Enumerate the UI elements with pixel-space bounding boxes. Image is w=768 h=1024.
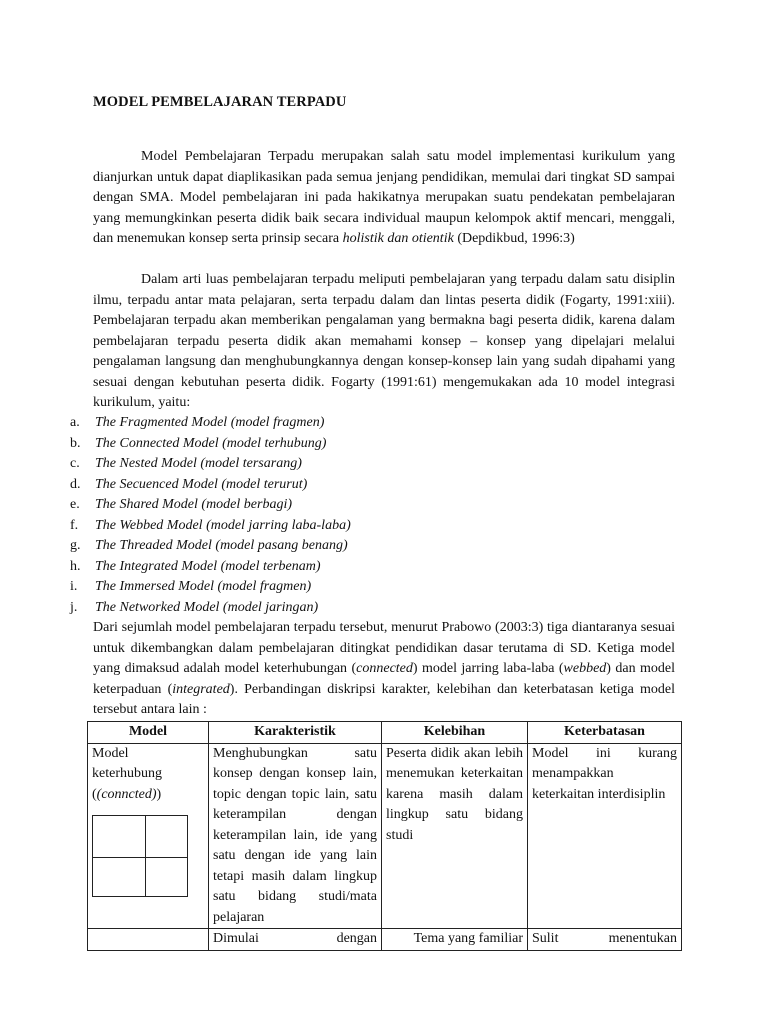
- cell-karakteristik: Menghubungkan satu konsep dengan konsep lain, topic dengan topic lain, satu keterampilan dengan keterampilan lain, ide yang satu dengan ide yang lain tetapi masih dalam lingkup satu bidang studi/mata pelajaran: [209, 743, 382, 929]
- paragraph-comparison: [93, 618, 675, 721]
- list-item-label: c.: [70, 456, 80, 471]
- paragraph-intro: [93, 147, 675, 250]
- list-item-text: The Fragmented Model (model fragmen): [95, 415, 325, 430]
- list-item: [70, 413, 351, 434]
- list-item-label: d.: [70, 476, 81, 492]
- list-item: [70, 598, 351, 619]
- cell-model: [88, 929, 209, 951]
- header-keterbatasan: Keterbatasan: [528, 722, 682, 744]
- term-integrated: integrated: [172, 681, 230, 697]
- cell-model: [88, 743, 209, 929]
- paragraph-comparison-text: ) dan model keterpaduan (: [93, 661, 675, 697]
- paragraph-intro-italic: holistik dan otientik: [342, 231, 454, 246]
- list-item-label: g.: [70, 538, 81, 553]
- list-item-text: The Secuenced Model (model terurut): [95, 476, 308, 492]
- list-item-text: The Nested Model (model tersarang): [95, 456, 302, 471]
- cell-keterbatasan: Model ini kurang menampakkan keterkaitan interdisiplin: [528, 743, 682, 929]
- list-item-label: j.: [70, 599, 78, 615]
- list-item-label: e.: [70, 497, 80, 512]
- paragraph-definition-text: Dalam arti luas pembelajaran terpadu meliputi pembelajaran yang terpadu dalam satu disiplin ilmu, terpadu antar mata pelajaran, serta terpadu dalam dan lintas peserta didik (Fogarty, 1991:xiii). Pembelajaran terpadu akan memberikan pengalaman yang bermakna bagi peserta didik, karena dalam pembelajaran terpadu peserta didik akan memahami konsep – konsep yang dipelajari melalui pengalaman langsung dan menghubungkannya dengan konsep-konsep lain yang sudah dipahami yang sesuai dengan kebutuhan peserta didik. Fogarty (1991:61) mengemukakan ada 10 model integrasi kurikulum, yaitu:: [93, 272, 675, 410]
- paragraph-definition: [93, 270, 675, 414]
- model-name-italic: (conncted): [96, 786, 157, 802]
- header-kelebihan: Kelebihan: [382, 722, 528, 744]
- cell-kelebihan: Peserta didik akan lebih menemukan keterkaitan karena masih dalam lingkup satu bidang studi: [382, 743, 528, 929]
- cell-keterbatasan: Sulit menentukan: [528, 929, 682, 951]
- list-item: [70, 577, 351, 598]
- cell-kelebihan: Tema yang familiar: [382, 929, 528, 951]
- paragraph-comparison-text: ). Perbandingan diskripsi karakter, kelebihan dan keterbatasan ketiga model tersebut antara lain :: [93, 681, 675, 717]
- list-item-text: The Immersed Model (model fragmen): [95, 579, 312, 594]
- model-name-line: ((conncted)): [92, 786, 162, 802]
- comparison-table: [87, 721, 682, 951]
- paragraph-intro-citation: (Depdikbud, 1996:3): [453, 231, 575, 246]
- cell-karakteristik: Dimulai dengan: [209, 929, 382, 951]
- list-item-text: The Integrated Model (model terbenam): [95, 558, 321, 574]
- paragraph-comparison-text: ) model jarring laba-laba (: [412, 661, 564, 676]
- list-item: [70, 475, 351, 496]
- list-item-text: The Shared Model (model berbagi): [95, 497, 292, 512]
- list-item-label: h.: [70, 558, 81, 574]
- list-item-label: f.: [70, 517, 79, 533]
- model-list: [70, 413, 351, 618]
- model-name-line: Model: [92, 745, 129, 761]
- paragraph-intro-text: Model Pembelajaran Terpadu merupakan salah satu model implementasi kurikulum yang dianjurkan untuk dapat diaplikasikan pada semua jenjang pendidikan, memulai dari tingkat SD sampai dengan SMA. Model pembelajaran ini pada hakikatnya merupakan suatu pendekatan pembelajaran yang memungkinkan peserta didik baik secara individual maupun kelompok aktif mencari, menggali, dan menemukan konsep serta prinsip secara: [93, 149, 675, 246]
- term-connected: connected: [356, 661, 413, 676]
- connected-model-diagram: [92, 815, 188, 897]
- term-webbed: webbed: [563, 661, 607, 676]
- table-row: [88, 929, 682, 951]
- list-item-label: a.: [70, 415, 80, 430]
- list-item-text: The Connected Model (model terhubung): [95, 435, 327, 451]
- header-karakteristik: Karakteristik: [209, 722, 382, 744]
- model-name-line: keterhubung: [92, 766, 162, 781]
- list-item: [70, 536, 351, 557]
- diagram-divider-horizontal: [93, 857, 187, 858]
- paragraph-comparison-text: Dari sejumlah model pembelajaran terpadu tersebut, menurut Prabowo (2003:3) tiga diantaranya sesuai untuk dikembangkan dalam pembelajaran ditingkat pendidikan dasar terutama di SD. Ketiga model yang dimaksud adalah model keterhubungan (: [93, 620, 675, 676]
- list-item: [70, 495, 351, 516]
- list-item-label: i.: [70, 579, 78, 594]
- list-item: [70, 557, 351, 578]
- list-item-text: The Webbed Model (model jarring laba-laba): [95, 517, 351, 533]
- list-item-label: b.: [70, 435, 81, 451]
- page-title: MODEL PEMBELAJARAN TERPADU: [93, 94, 347, 110]
- diagram-divider-vertical: [145, 816, 146, 896]
- list-item: [70, 516, 351, 537]
- header-model: Model: [88, 722, 209, 744]
- list-item: [70, 434, 351, 455]
- list-item: [70, 454, 351, 475]
- table-row: [88, 743, 682, 929]
- list-item-text: The Networked Model (model jaringan): [95, 599, 319, 615]
- table-header-row: [88, 722, 682, 744]
- list-item-text: The Threaded Model (model pasang benang): [95, 538, 348, 553]
